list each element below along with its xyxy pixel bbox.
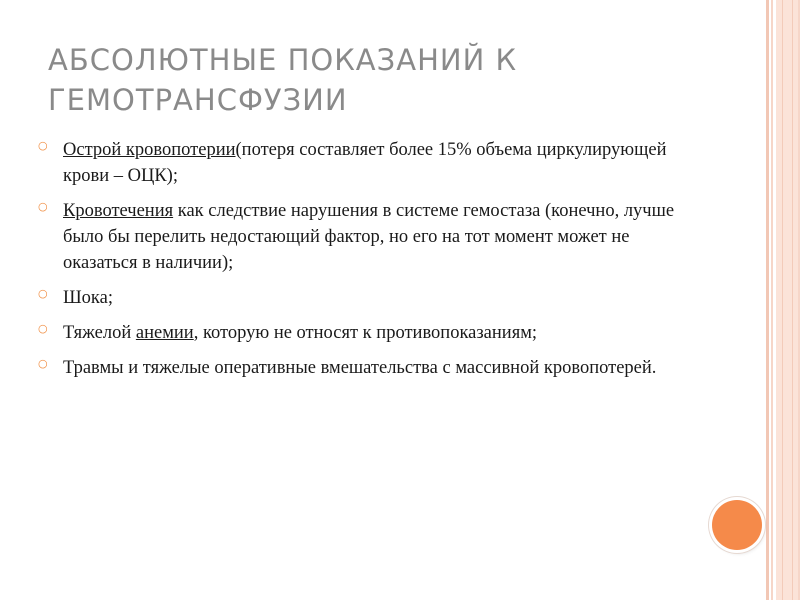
list-item — [38, 320, 698, 346]
list-item-underlined: Острой кровопотерии — [63, 140, 236, 160]
list-item — [38, 137, 698, 189]
list-item-text: Шока; — [63, 288, 113, 308]
list-item-text: (потеря составляет более 15% объема циркулирующей крови – ОЦК); — [63, 140, 667, 186]
circle-bullet-icon: ○ — [38, 287, 48, 300]
list-item-text: , которую не относят к противопоказаниям; — [193, 323, 538, 343]
circle-bullet-icon: ○ — [38, 322, 48, 335]
list-item-underlined: Кровотечения — [63, 201, 174, 221]
list-item-prefix: Тяжелой — [63, 323, 136, 343]
circle-bullet-icon: ○ — [38, 200, 48, 213]
list-item-underlined: анемии — [135, 323, 194, 343]
list-item-text: как следствие нарушения в системе гемостаза (конечно, лучше было бы перелить недостающий фактор, но его на тот момент может не оказаться в наличии); — [63, 201, 675, 273]
decorative-stripes — [766, 0, 800, 600]
list-item — [38, 198, 698, 276]
slide-title: АБСОЛЮТНЫЕ ПОКАЗАНИЙ К ГЕМОТРАНСФУЗИИ — [48, 43, 518, 117]
circle-bullet-icon: ○ — [38, 139, 48, 152]
bullet-list — [38, 137, 698, 390]
circle-bullet-icon: ○ — [38, 357, 48, 370]
decorative-circle — [712, 500, 762, 550]
list-item-text: Травмы и тяжелые оперативные вмешательства с массивной кровопотерей. — [63, 358, 657, 378]
list-item — [38, 285, 698, 311]
list-item — [38, 355, 698, 381]
